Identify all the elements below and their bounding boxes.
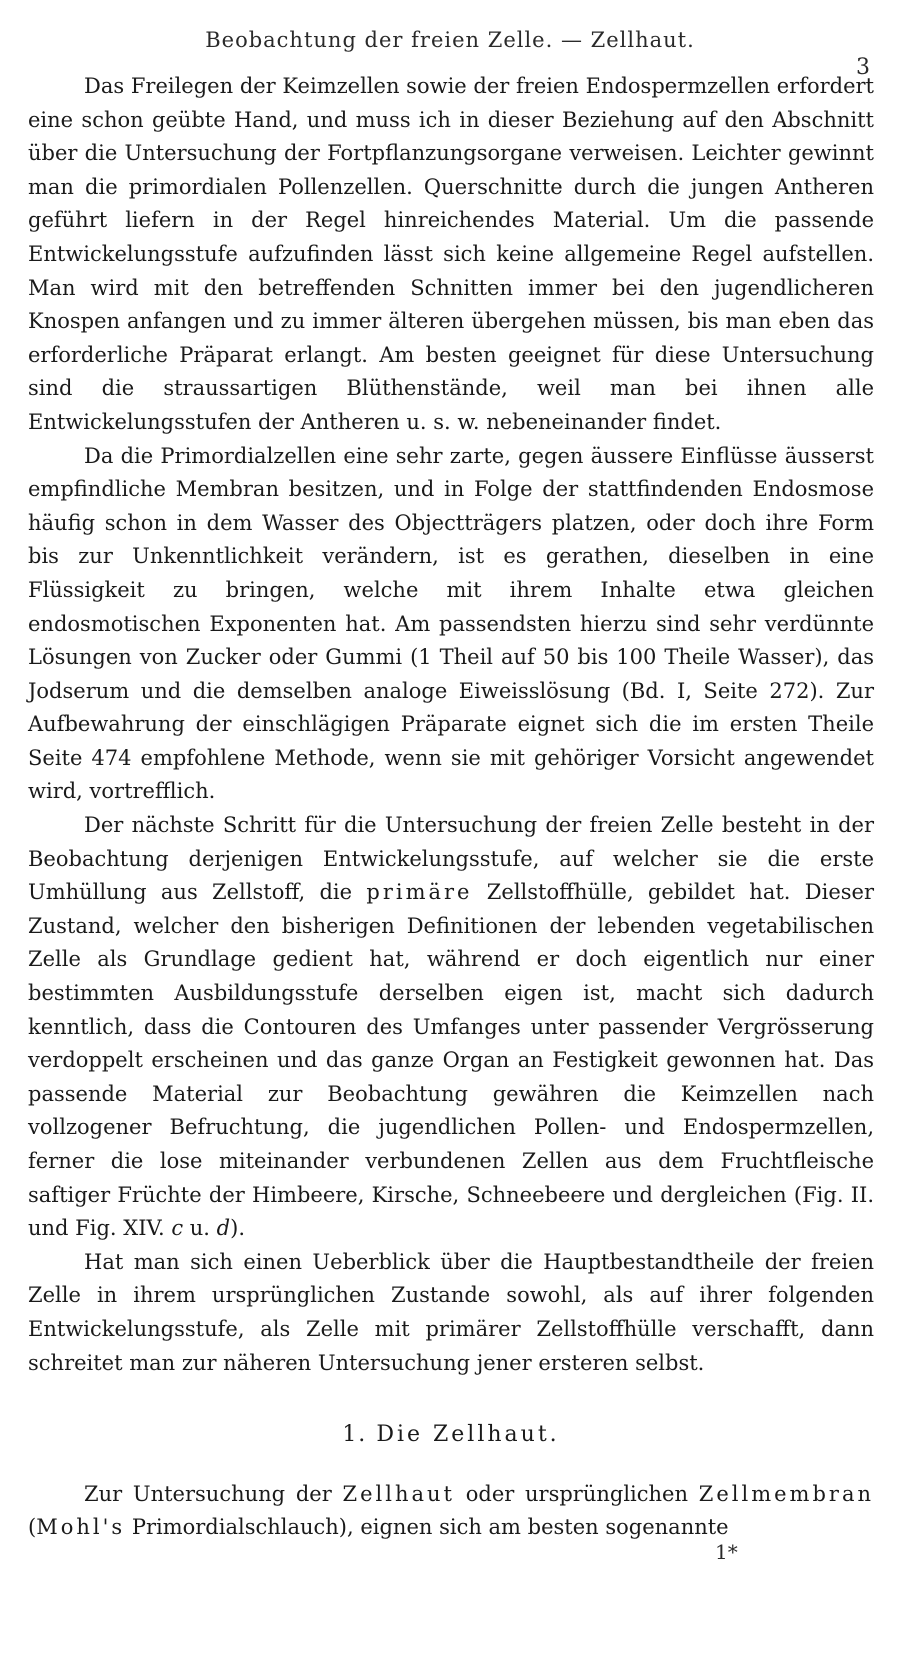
paragraph-5-text-b: oder ursprünglichen [454,1481,699,1506]
paragraph-3-text-b: Zellstoffhülle, gebildet hat. Dieser Zustand, welcher den bisherigen Definitionen der lebenden vegetabilischen Zelle als Grundlage gedient hat, während er doch eigentlich nur einer bestimmten Ausbildungsstufe derselben eigen ist, macht sich dadurch kenntlich, dass die Contouren des Umfanges unter passender Vergrösserung verdoppelt erscheinen und das ganze Organ an Festigkeit gewonnen hat. Das passende Material zur Beobachtung gewähren die Keimzellen nach vollzogener Befruchtung, die jugendlichen Pollen- und Endospermzellen, ferner die lose miteinander verbundenen Zellen aus dem Fruchtfleische saftiger Früchte der Himbeere, Kirsche, Schneebeere und dergleichen (Fig. II. und Fig. XIV. [28,880,874,1241]
running-head: Beobachtung der freien Zelle. — Zellhaut. [205,28,695,52]
figure-ref-c: c [171,1216,184,1241]
paragraph-2: Da die Primordialzellen eine sehr zarte, gegen äussere Einflüsse äusserst empfindliche Membran besitzen, und in Folge der stattfindenden Endosmose häufig schon in dem Wasser des Objectträgers platzen, oder doch ihre Form bis zur Unkenntlichkeit verändern, ist es gerathen, dieselben in eine Flüssigkeit zu bringen, welche mit ihrem Inhalte etwa gleichen endosmotischen Exponenten hat. Am passendsten hierzu sind sehr verdünnte Lösungen von Zucker oder Gummi (1 Theil auf 50 bis 100 Theile Wasser), das Jodserum und die demselben analoge Eiweisslösung (Bd. I, Seite 272). Zur Aufbewahrung der einschlägigen Präparate eignet sich die im ersten Theile Seite 474 empfohlene Methode, wenn sie mit gehöriger Vorsicht angewendet wird, vortrefflich. [28,443,874,804]
figure-ref-and: u. [183,1216,217,1241]
paragraph-5-text-c: ( [28,1515,37,1540]
paragraph-5-text-a: Zur Untersuchung der [84,1481,343,1506]
section-number: 1. [342,1422,368,1448]
figure-ref-d: d [216,1216,231,1241]
paragraph-5-text-d: Primordialschlauch), eignen sich am besten sogenannte [125,1515,729,1540]
paragraph-4: Hat man sich einen Ueberblick über die Hauptbestandtheile der freien Zelle in ihrem ursprünglichen Zustande sowohl, als auf ihrer folgenden Entwickelungsstufe, als Zelle mit primärer Zellstoffhülle verschafft, dann schreitet man zur näheren Untersuchung jener ersteren selbst. [28,1249,874,1375]
paragraph-3-end: ). [230,1216,245,1241]
signature-mark: 1* [715,1540,738,1564]
author-mohl: Mohl's [36,1515,126,1540]
paragraph-5 [28,1478,874,1545]
paragraph-1: Das Freilegen der Keimzellen sowie der freien Endospermzellen erfordert eine schon geübte Hand, und muss ich in dieser Beziehung auf den Abschnitt über die Untersuchung der Fortpflanzungsorgane verweisen. Leichter gewinnt man die primordialen Pollenzellen. Querschnitte durch die jungen Antheren geführt liefern in der Regel hinreichendes Material. Um die passende Entwickelungsstufe aufzufinden lässt sich keine allgemeine Regel aufstellen. Man wird mit den betreffenden Schnitten immer bei den jugendlicheren Knospen anfangen und zu immer älteren übergehen müssen, bis man eben das erforderliche Präparat erlangt. Am besten geeignet für diese Untersuchung sind die straussartigen Blüthenstände, weil man bei ihnen alle Entwickelungsstufen der Antheren u. s. w. nebeneinander findet. [28,74,874,434]
term-zellmembran: Zellmembran [698,1481,874,1506]
body-text [28,70,874,1545]
paragraph-3 [28,809,874,1246]
section-heading [28,1418,874,1452]
emphasis-primaere: primäre [366,880,473,905]
page-number: 3 [856,55,870,80]
section-title: Die Zellhaut. [376,1422,560,1448]
term-zellhaut: Zellhaut [342,1481,455,1506]
paragraph-3-text-a: Der nächste Schritt für die Untersuchung der freien Zelle besteht in der Beobachtung derjenigen Entwickelungsstufe, auf welcher sie die erste Umhüllung aus Zellstoff, die [28,813,874,905]
